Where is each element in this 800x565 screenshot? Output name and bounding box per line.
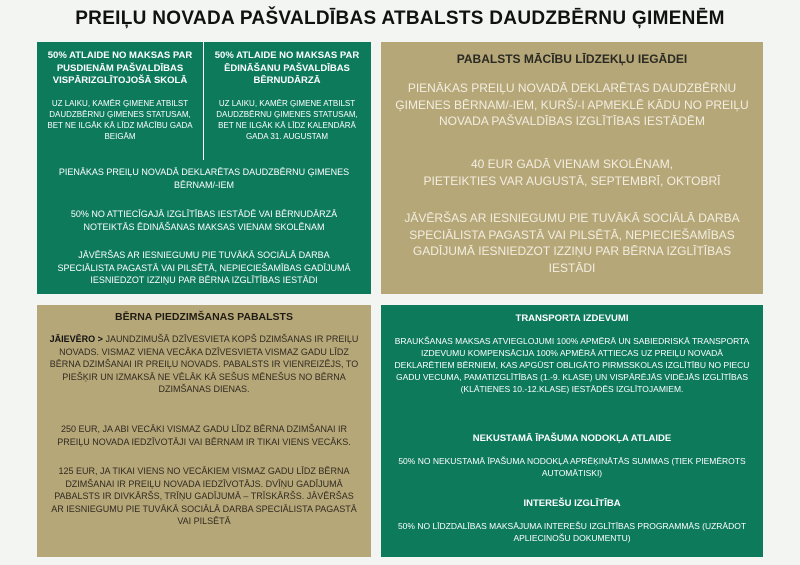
interest-education-text: 50% NO LĪDZDALĪBAS MAKSĀJUMA INTEREŠU IZGLĪTĪBAS PROGRAMMĀS (UZRĀDOT APLIECINOŠU DOKUMENTU) xyxy=(397,521,747,543)
kindergarten-meals-column xyxy=(204,42,370,142)
transport-text: BRAUKŠANAS MAKSAS ATVIEGLOJUMI 100% APMĒRĀ UN SABIEDRISKĀ TRANSPORTA IZDEVUMU KOMPENSĀCIJA 100% APMĒRĀ ATTIECAS UZ PREIĻU NOVADĀ DEKLARĒTIEM BĒRNIEM, KAS APGŪST OBLIGĀTO PIRMSSKOLAS IZGLĪTĪBU NO PIECU GADU VECUMA, PAMATIZGLĪTĪBAS (1.-9. KLASE) UN VISPĀRĒJĀS VIDĒJĀS IZGLĪTĪBAS (KLĀTIENES 10.-12.KLASE) IESTĀDĒS IZGLĪTOJAMIEM. xyxy=(394,336,750,394)
transport-heading: TRANSPORTA IZDEVUMI xyxy=(515,313,629,324)
birth-note-text: JAUNDZIMUŠĀ DZĪVESVIETA KOPŠ DZIMŠANAS IR PREIĻU NOVADS. VISMAZ VIENA VECĀKA DZĪVESVIETA VISMAZ GADU LĪDZ BĒRNA DZIMŠANAI IR PREIĻU NOVADS. PABALSTS IR VIENREIZĒJS, TO PIEŠĶIR UN IZMAKSĀ NE VĒLĀK KĀ SEŠUS MĒNEŠUS NO BĒRNA DZIMŠANAS DIENAS. xyxy=(49,334,359,394)
kindergarten-meals-text: UZ LAIKU, KAMĒR ĢIMENE ATBILST DAUDZBĒRNU ĢIMENES STATUSAM, BET NE ILGĀK KĀ LĪDZ KALENDĀRĀ GADA 31. AUGUSTAM xyxy=(216,98,358,141)
meals-apply: JĀVĒRŠAS AR IESNIEGUMU PIE TUVĀKĀ SOCIĀLĀ DARBA SPECIĀLISTA PAGASTĀ VAI PILSĒTĀ, NEPIECIEŠAMĪBAS GADĪJUMĀ IESNIEDZOT IZZIŅU PAR BĒRNA IZGLĪTĪBAS IESTĀDI xyxy=(57,250,351,285)
supplies-application-period: PIETEIKTIES VAR AUGUSTĀ, SEPTEMBRĪ, OKTOBRĪ xyxy=(423,174,721,188)
birth-heading: BĒRNA PIEDZIMŠANAS PABALSTS xyxy=(115,311,293,323)
birth-note-label: JĀIEVĒRO > xyxy=(49,334,103,344)
property-tax-heading: NEKUSTAMĀ ĪPAŠUMA NODOKĻA ATLAIDE xyxy=(472,433,672,444)
school-meals-text: UZ LAIKU, KAMĒR ĢIMENE ATBILST DAUDZBĒRNU ĢIMENES STATUSAM, BET NE ILGĀK KĀ LĪDZ MĀCĪBU GADA BEIGĀM xyxy=(47,98,193,141)
transport-tax-panel xyxy=(381,305,763,557)
property-tax-text: 50% NO NEKUSTAMĀ ĪPAŠUMA NODOKĻA APRĒĶINĀTĀS SUMMAS (TIEK PIEMĒROTS AUTOMĀTISKI) xyxy=(398,456,746,478)
meals-discount-panel xyxy=(37,42,371,294)
supplies-heading: PABALSTS MĀCĪBU LĪDZEKĻU IEGĀDEI xyxy=(456,52,688,66)
school-supplies-panel xyxy=(381,42,763,294)
school-meals-column xyxy=(37,42,203,142)
interest-education-heading: INTEREŠU IZGLĪTĪBA xyxy=(523,498,621,509)
birth-both-parents: 250 EUR, JA ABI VECĀKI VISMAZ GADU LĪDZ BĒRNA DZIMŠANAI IR PREIĻU NOVADA IEDZĪVOTĀJI VAI BĒRNAM IR TIKAI VIENS VECĀKS. xyxy=(57,424,351,447)
kindergarten-meals-heading: 50% ATLAIDE NO MAKSAS PAR ĒDINĀŠANU PAŠVALDĪBAS BĒRNUDĀRZĀ xyxy=(214,50,360,86)
birth-one-parent: 125 EUR, JA TIKAI VIENS NO VECĀKIEM VISMAZ GADU LĪDZ BĒRNA DZIMŠANAI IR PREIĻU NOVADA IEDZĪVOTĀJS. DVĪŅU GADĪJUMĀ PABALSTS IR DIVKĀRŠS, TRĪŅU GADĪJUMĀ – TRĪSKĀRŠS. JĀVĒRŠAS AR IESNIEGUMU PIE TUVĀKĀ SOCIĀLĀ DARBA SPECIĀLISTA PAGASTĀ VAI PILSĒTĀ xyxy=(51,466,357,526)
page-title: PREIĻU NOVADA PAŠVALDĪBAS ATBALSTS DAUDZBĒRNU ĢIMENĒM xyxy=(75,8,725,29)
meals-amount: 50% NO ATTIECĪGAJĀ IZGLĪTĪBAS IESTĀDĒ VAI BĒRNUDĀRZĀ NOTEIKTĀS ĒDINĀŠANAS MAKSAS VIENAM SKOLĒNAM xyxy=(70,209,338,232)
school-meals-heading: 50% ATLAIDE NO MAKSAS PAR PUSDIENĀM PAŠVALDĪBAS VISPĀRIZGLĪTOJOŠĀ SKOLĀ xyxy=(47,50,193,86)
supplies-eligibility: PIENĀKAS PREIĻU NOVADĀ DEKLARĒTAS DAUDZBĒRNU ĢIMENES BĒRNAM/-IEM, KURŠ/-I APMEKLĒ KĀDU NO PREIĻU NOVADA PAŠVALDĪBAS IZGLĪTĪBAS IESTĀDĒM xyxy=(395,81,749,128)
birth-allowance-panel xyxy=(37,305,371,557)
birth-note xyxy=(47,333,361,396)
supplies-apply: JĀVĒRŠAS AR IESNIEGUMU PIE TUVĀKĀ SOCIĀLĀ DARBA SPECIĀLISTA PAGASTĀ VAI PILSĒTĀ, NEPIECIEŠAMĪBAS GADĪJUMĀ IESNIEDZOT IZZIŅU PAR BĒRNA IZGLĪTĪBAS IESTĀDI xyxy=(404,211,740,275)
meals-eligibility: PIENĀKAS PREIĻU NOVADĀ DEKLARĒTAS DAUDZBĒRNU ĢIMENES BĒRNAM/-IEM xyxy=(58,167,350,190)
supplies-amount: 40 EUR GADĀ VIENAM SKOLĒNAM, xyxy=(470,157,674,171)
